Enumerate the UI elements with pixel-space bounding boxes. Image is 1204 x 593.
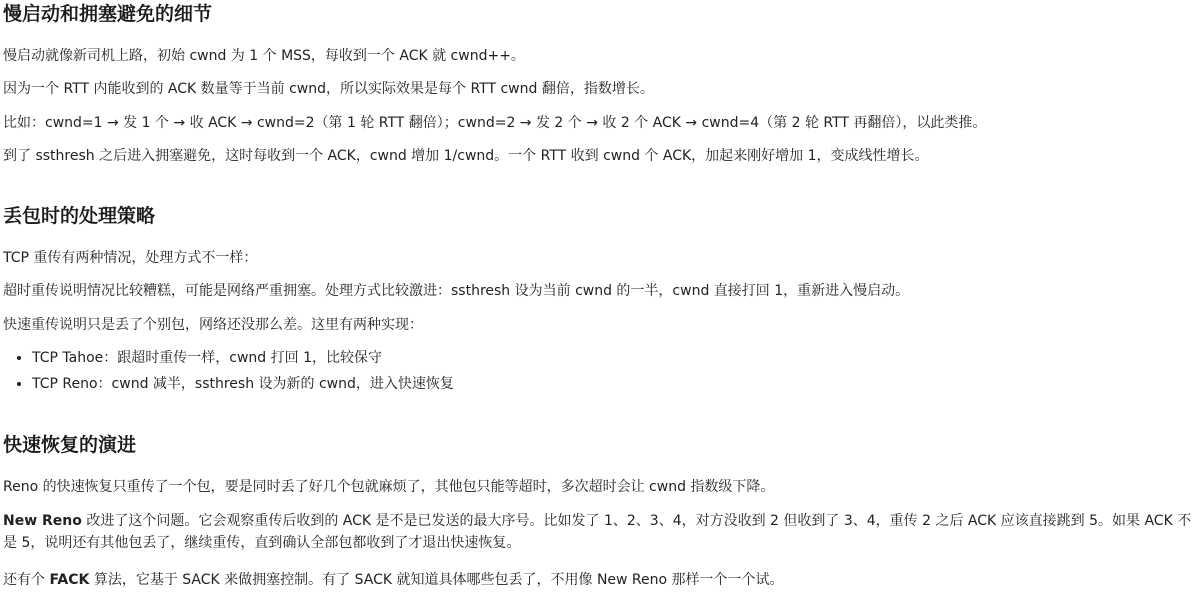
paragraph (3, 510, 1200, 554)
paragraph: 到了 ssthresh 之后进入拥塞避免，这时每收到一个 ACK，cwnd 增加 1/cwnd。一个 RTT 收到 cwnd 个 ACK，加起来刚好增加 1，变成线性增长。 (3, 148, 929, 164)
bold-term: New Reno (3, 513, 82, 529)
list-item: • TCP Reno：cwnd 减半，ssthresh 设为新的 cwnd，进入快速恢复 (32, 373, 454, 395)
paragraph: 快速重传说明只是丢了个别包，网络还没那么差。这里有两种实现： (3, 317, 423, 333)
paragraph: Reno 的快速恢复只重传了一个包，要是同时丢了好几个包就麻烦了，其他包只能等超时，多次超时会让 cwnd 指数级下降。 (3, 479, 775, 495)
list-item: • TCP Tahoe：跟超时重传一样，cwnd 打回 1，比较保守 (32, 347, 454, 369)
paragraph: 超时重传说明情况比较糟糕，可能是网络严重拥塞。处理方式比较激进：ssthresh 设为当前 cwnd 的一半，cwnd 直接打回 1，重新进入慢启动。 (3, 283, 910, 299)
paragraph-text: 还有个 (3, 572, 50, 588)
paragraph (3, 569, 784, 591)
paragraph: 因为一个 RTT 内能收到的 ACK 数量等于当前 cwnd，所以实际效果是每个 RTT cwnd 翻倍，指数增长。 (3, 81, 654, 97)
section-heading-slow-start: 慢启动和拥塞避免的细节 (3, 3, 213, 25)
paragraph-text: 改进了这个问题。它会观察重传后收到的 ACK 是不是已发送的最大序号。比如发了 1、2、3、4，对方没收到 2 但收到了 3、4，重传 2 之后 ACK 应该直接跳到 5。如果 ACK 不是 5，说明还有其他包丢了，继续重传，直到确认全部包都收到了才退出快速恢复。 (3, 513, 1192, 551)
section-heading-fast-recovery: 快速恢复的演进 (3, 434, 137, 456)
bullet-list (3, 347, 454, 395)
paragraph: 比如：cwnd=1 → 发 1 个 → 收 ACK → cwnd=2（第 1 轮 RTT 翻倍）；cwnd=2 → 发 2 个 → 收 2 个 ACK → cwnd=4（第 2 轮 RTT 再翻倍），以此类推。 (3, 115, 987, 131)
section-heading-packet-loss: 丢包时的处理策略 (3, 205, 156, 227)
bold-term: FACK (49, 572, 90, 588)
paragraph: 慢启动就像新司机上路，初始 cwnd 为 1 个 MSS，每收到一个 ACK 就 cwnd++。 (3, 48, 525, 64)
paragraph: TCP 重传有两种情况，处理方式不一样： (3, 250, 258, 266)
paragraph-text: 算法，它基于 SACK 来做拥塞控制。有了 SACK 就知道具体哪些包丢了，不用像 New Reno 那样一个一个试。 (89, 572, 784, 588)
